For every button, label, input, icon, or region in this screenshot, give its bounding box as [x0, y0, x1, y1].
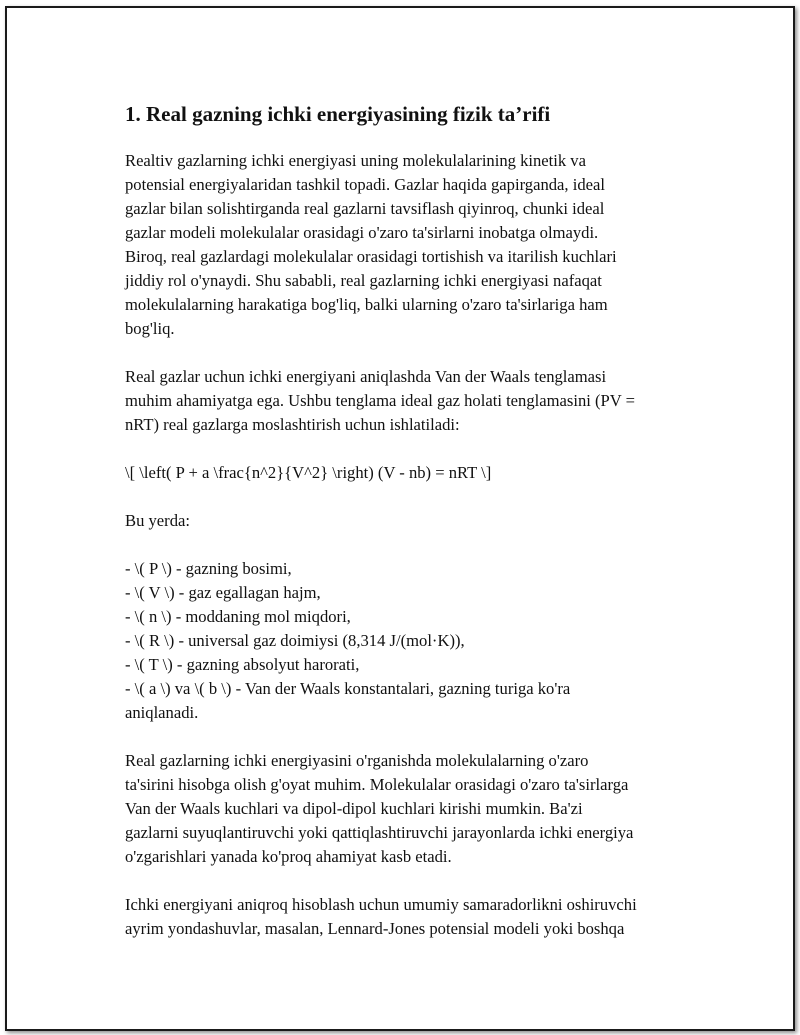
- paragraph-line: gazlarni suyuqlantiruvchi yoki qattiqlashtiruvchi jarayonlarda ichki energiya: [125, 823, 634, 842]
- paragraph-3: [125, 749, 705, 869]
- list-item-text: - \( P \) - gazning bosimi,: [125, 559, 292, 578]
- paragraph-line: ayrim yondashuvlar, masalan, Lennard-Jones potensial modeli yoki boshqa: [125, 919, 625, 938]
- document-page: [5, 6, 795, 1031]
- paragraph-line: gazlar modeli molekulalar orasidagi o'zaro ta'sirlarni inobatga olmaydi.: [125, 223, 599, 242]
- document-content: [125, 100, 705, 965]
- paragraph-line: Realtiv gazlarning ichki energiyasi uning molekulalarining kinetik va: [125, 151, 586, 170]
- paragraph-1: [125, 149, 705, 341]
- list-item: [125, 557, 705, 581]
- list-item: [125, 677, 705, 725]
- paragraph-line: Ichki energiyani aniqroq hisoblash uchun umumiy samaradorlikni oshiruvchi: [125, 895, 637, 914]
- paragraph-line: molekulalarning harakatiga bog'liq, balki ularning o'zaro ta'sirlariga ham: [125, 295, 608, 314]
- paragraph-4: [125, 893, 705, 941]
- list-item-text: - \( a \) va \( b \) - Van der Waals konstantalari, gazning turiga ko'ra: [125, 679, 571, 698]
- list-item-text: - \( T \) - gazning absolyut harorati,: [125, 655, 360, 674]
- list-item-text: aniqlanadi.: [125, 703, 199, 722]
- list-item-text: - \( n \) - moddaning mol miqdori,: [125, 607, 351, 626]
- variable-list: [125, 557, 705, 725]
- list-item: [125, 653, 705, 677]
- paragraph-line: gazlar bilan solishtirganda real gazlarni tavsiflash qiyinroq, chunki ideal: [125, 199, 605, 218]
- list-item-text: - \( R \) - universal gaz doimiysi (8,314 J/(mol·K)),: [125, 631, 465, 650]
- list-intro: Bu yerda:: [125, 511, 190, 530]
- paragraph-line: Biroq, real gazlardagi molekulalar orasidagi tortishish va itarilish kuchlari: [125, 247, 617, 266]
- list-item: [125, 605, 705, 629]
- list-item-text: - \( V \) - gaz egallagan hajm,: [125, 583, 321, 602]
- paragraph-line: Real gazlarning ichki energiyasini o'rganishda molekulalarning o'zaro: [125, 751, 589, 770]
- van-der-waals-equation: \[ \left( P + a \frac{n^2}{V^2} \right) (V - nb) = nRT \]: [125, 463, 492, 482]
- list-item: [125, 581, 705, 605]
- list-item: [125, 629, 705, 653]
- paragraph-line: o'zgarishlari yanada ko'proq ahamiyat kasb etadi.: [125, 847, 452, 866]
- paragraph-line: Van der Waals kuchlari va dipol-dipol kuchlari kirishi mumkin. Ba'zi: [125, 799, 583, 818]
- paragraph-line: muhim ahamiyatga ega. Ushbu tenglama ideal gaz holati tenglamasini (PV =: [125, 391, 635, 410]
- paragraph-line: potensial energiyalaridan tashkil topadi. Gazlar haqida gapirganda, ideal: [125, 175, 605, 194]
- paragraph-line: jiddiy rol o'ynaydi. Shu sababli, real gazlarning ichki energiyasi nafaqat: [125, 271, 602, 290]
- paragraph-line: ta'sirini hisobga olish g'oyat muhim. Molekulalar orasidagi o'zaro ta'sirlarga: [125, 775, 629, 794]
- paragraph-line: Real gazlar uchun ichki energiyani aniqlashda Van der Waals tenglamasi: [125, 367, 607, 386]
- paragraph-line: nRT) real gazlarga moslashtirish uchun ishlatiladi:: [125, 415, 460, 434]
- paragraph-line: bog'liq.: [125, 319, 175, 338]
- paragraph-2: [125, 365, 705, 437]
- section-heading: 1. Real gazning ichki energiyasining fizik ta’rifi: [125, 102, 551, 126]
